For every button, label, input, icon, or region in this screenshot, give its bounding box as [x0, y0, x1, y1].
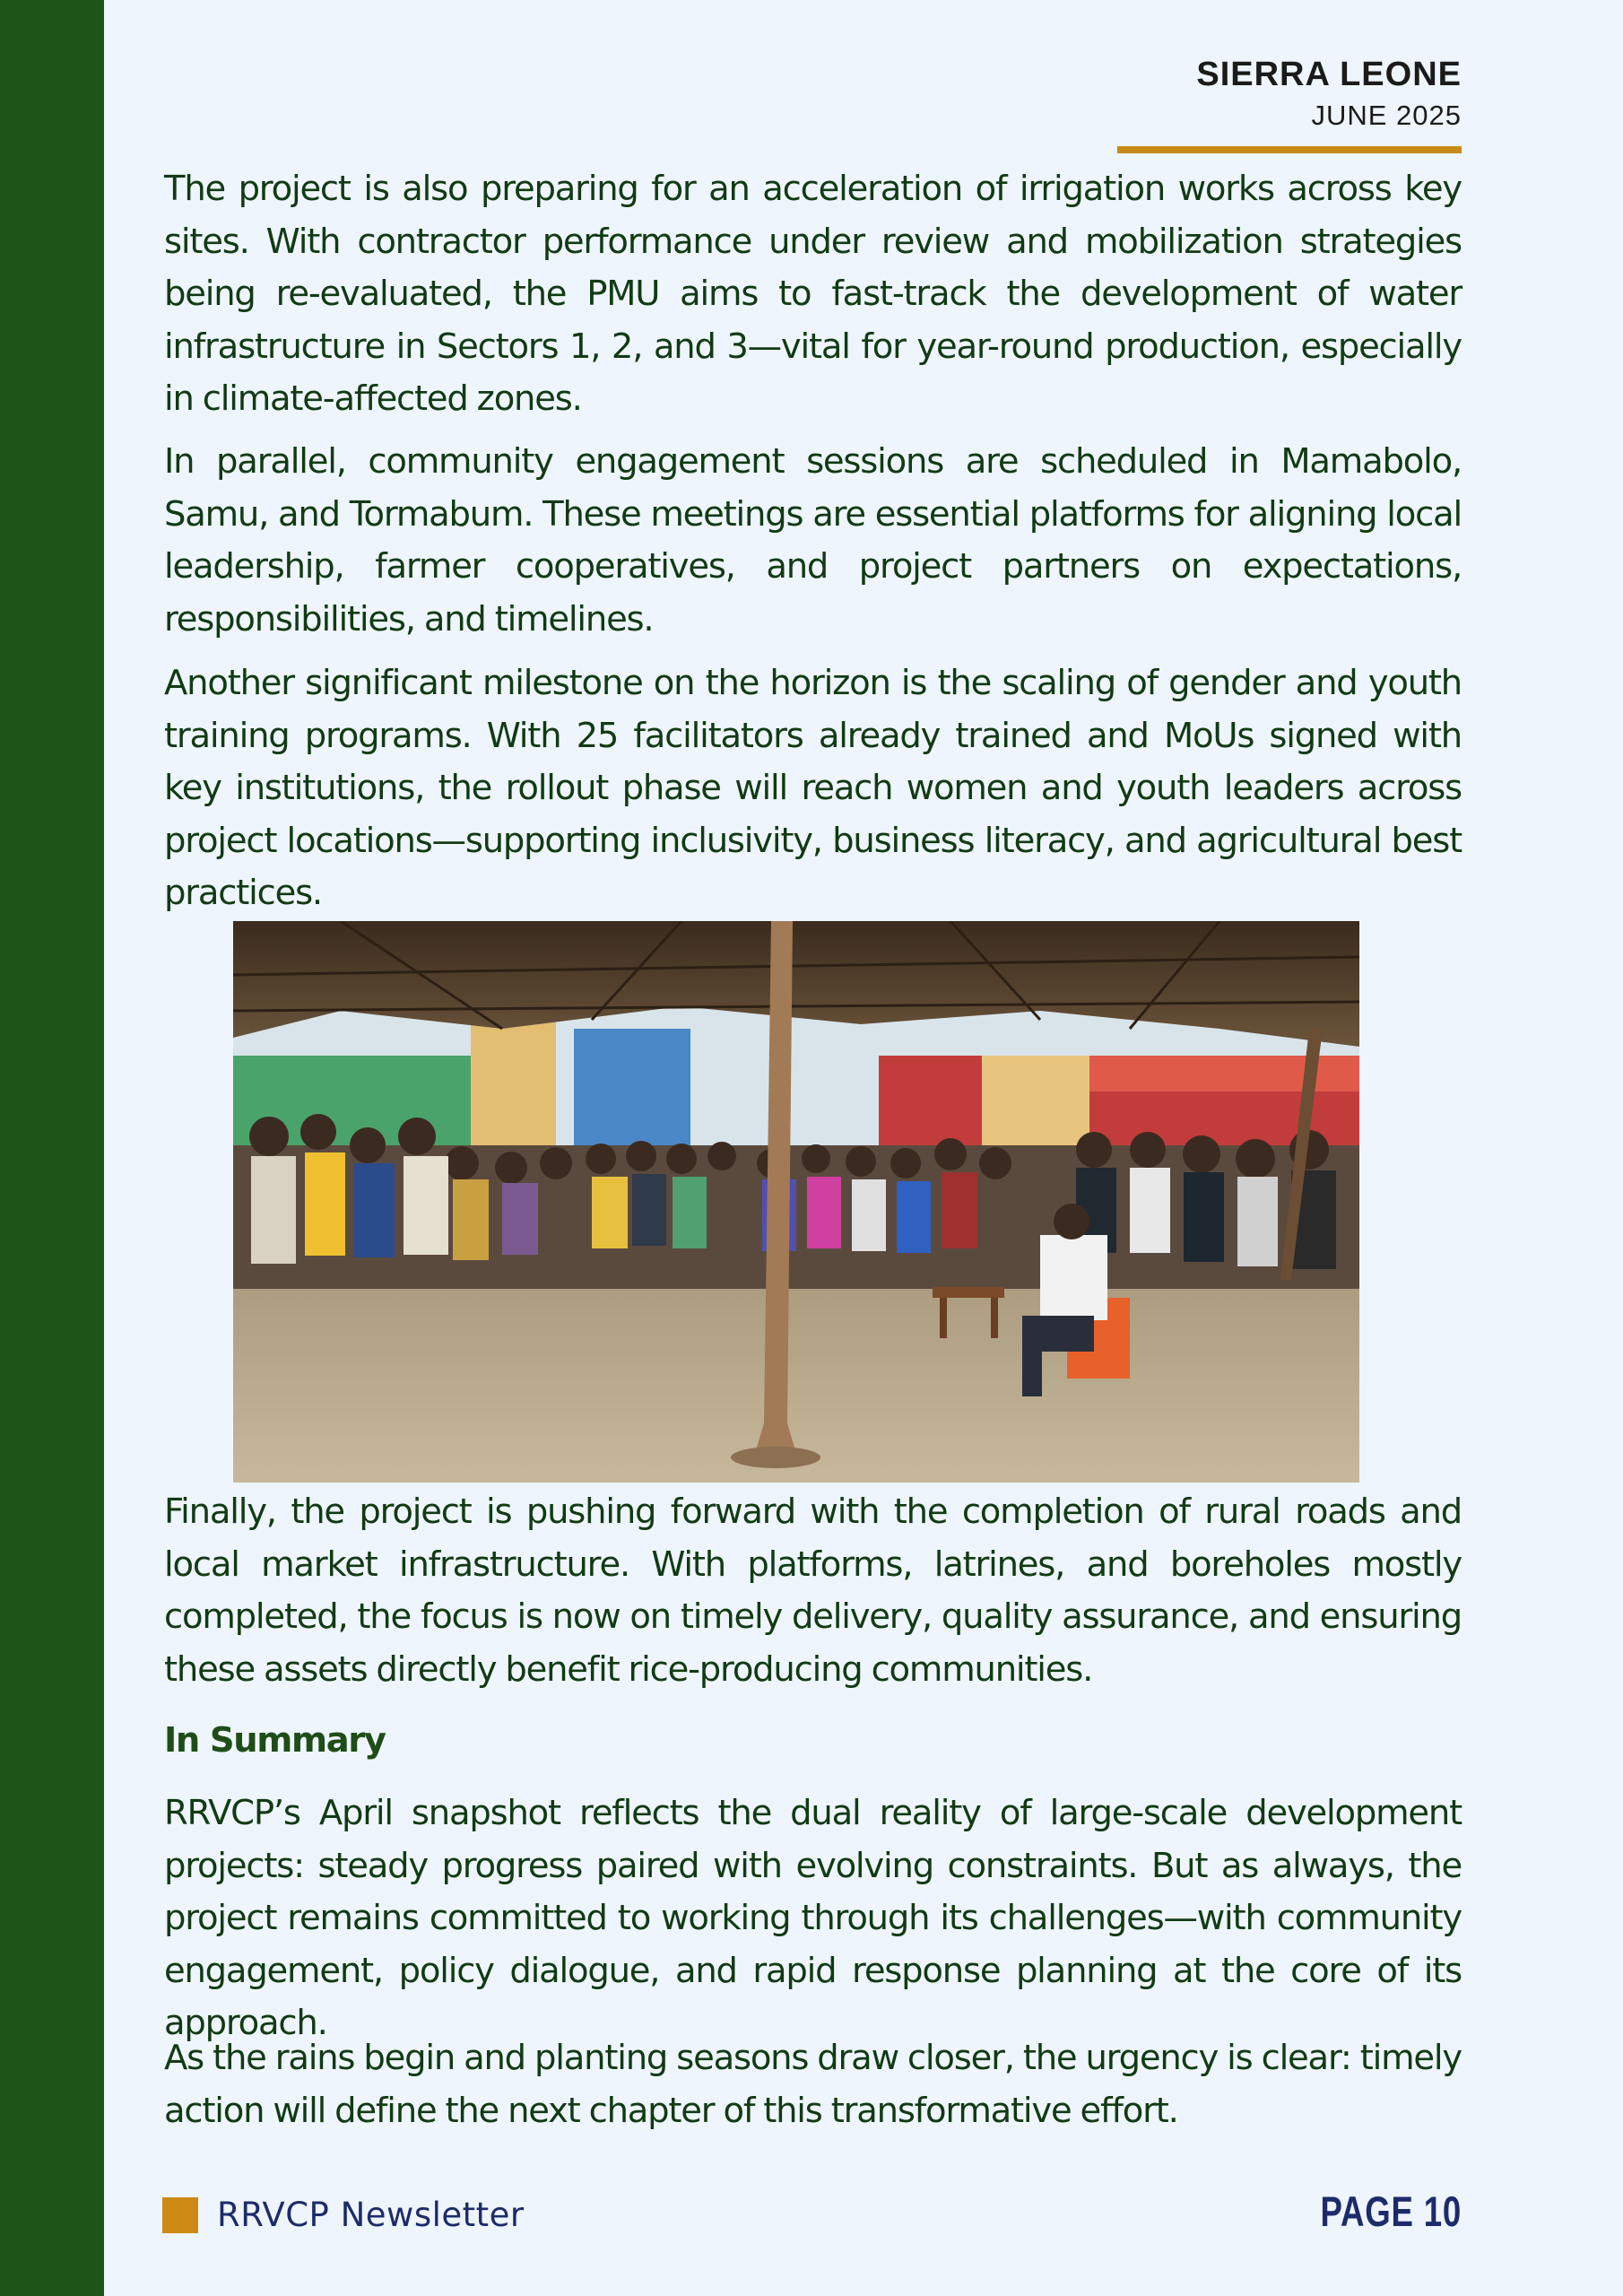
header-date: JUNE 2025 — [1311, 100, 1462, 131]
page-header — [1196, 52, 1462, 135]
community-meeting-photo — [233, 921, 1359, 1483]
footer-newsletter-label: RRVCP Newsletter — [217, 2196, 525, 2234]
paragraph-gender-youth-training: Another significant milestone on the horizon is the scaling of gender and youth training programs. With 25 facilitators already trained and MoUs signed with key institutions, the rollout phase will reach women and youth leaders across project locations—supporting inclusivity, business literacy, and agricultural best practices. — [164, 663, 1462, 913]
paragraph-rural-roads: Finally, the project is pushing forward with the completion of rural roads and local market infrastructure. With platforms, latrines, and boreholes mostly completed, the focus is now on timely delivery, quality assurance, and ensuring these assets directly benefit rice-producing communities. — [164, 1492, 1462, 1690]
summary-paragraph-1: RRVCP’s April snapshot reflects the dual reality of large-scale development projects: steady progress paired with evolving constraints. But as always, the project remains committed to working through its challenges—with community engagement, policy dialogue, and rapid response planning at the core of its approach. — [164, 1793, 1462, 2043]
summary-paragraph-2: As the rains begin and planting seasons draw closer, the urgency is clear: timely action will define the next chapter of this transformative effort. — [164, 2038, 1462, 2131]
header-divider — [1117, 146, 1462, 153]
header-country: SIERRA LEONE — [1196, 56, 1462, 93]
paragraph-irrigation: The project is also preparing for an acceleration of irrigation works across key sites. With contractor performance under review and mobilization strategies being re-evaluated, the PMU aims to fast-track the development of water infrastructure in Sectors 1, 2, and 3—vital for year-round production, especially in climate-affected zones. — [164, 169, 1462, 419]
footer-square-icon — [162, 2197, 198, 2233]
paragraph-community-engagement: In parallel, community engagement sessions are scheduled in Mamabolo, Samu, and Tormabum. These meetings are essential platforms for aligning local leadership, farmer cooperatives, and project partners on expectations, responsibilities, and timelines. — [164, 441, 1462, 639]
green-sidebar — [0, 0, 104, 2296]
page-number: PAGE 10 — [1320, 2187, 1462, 2235]
summary-heading: In Summary — [164, 1720, 386, 1761]
